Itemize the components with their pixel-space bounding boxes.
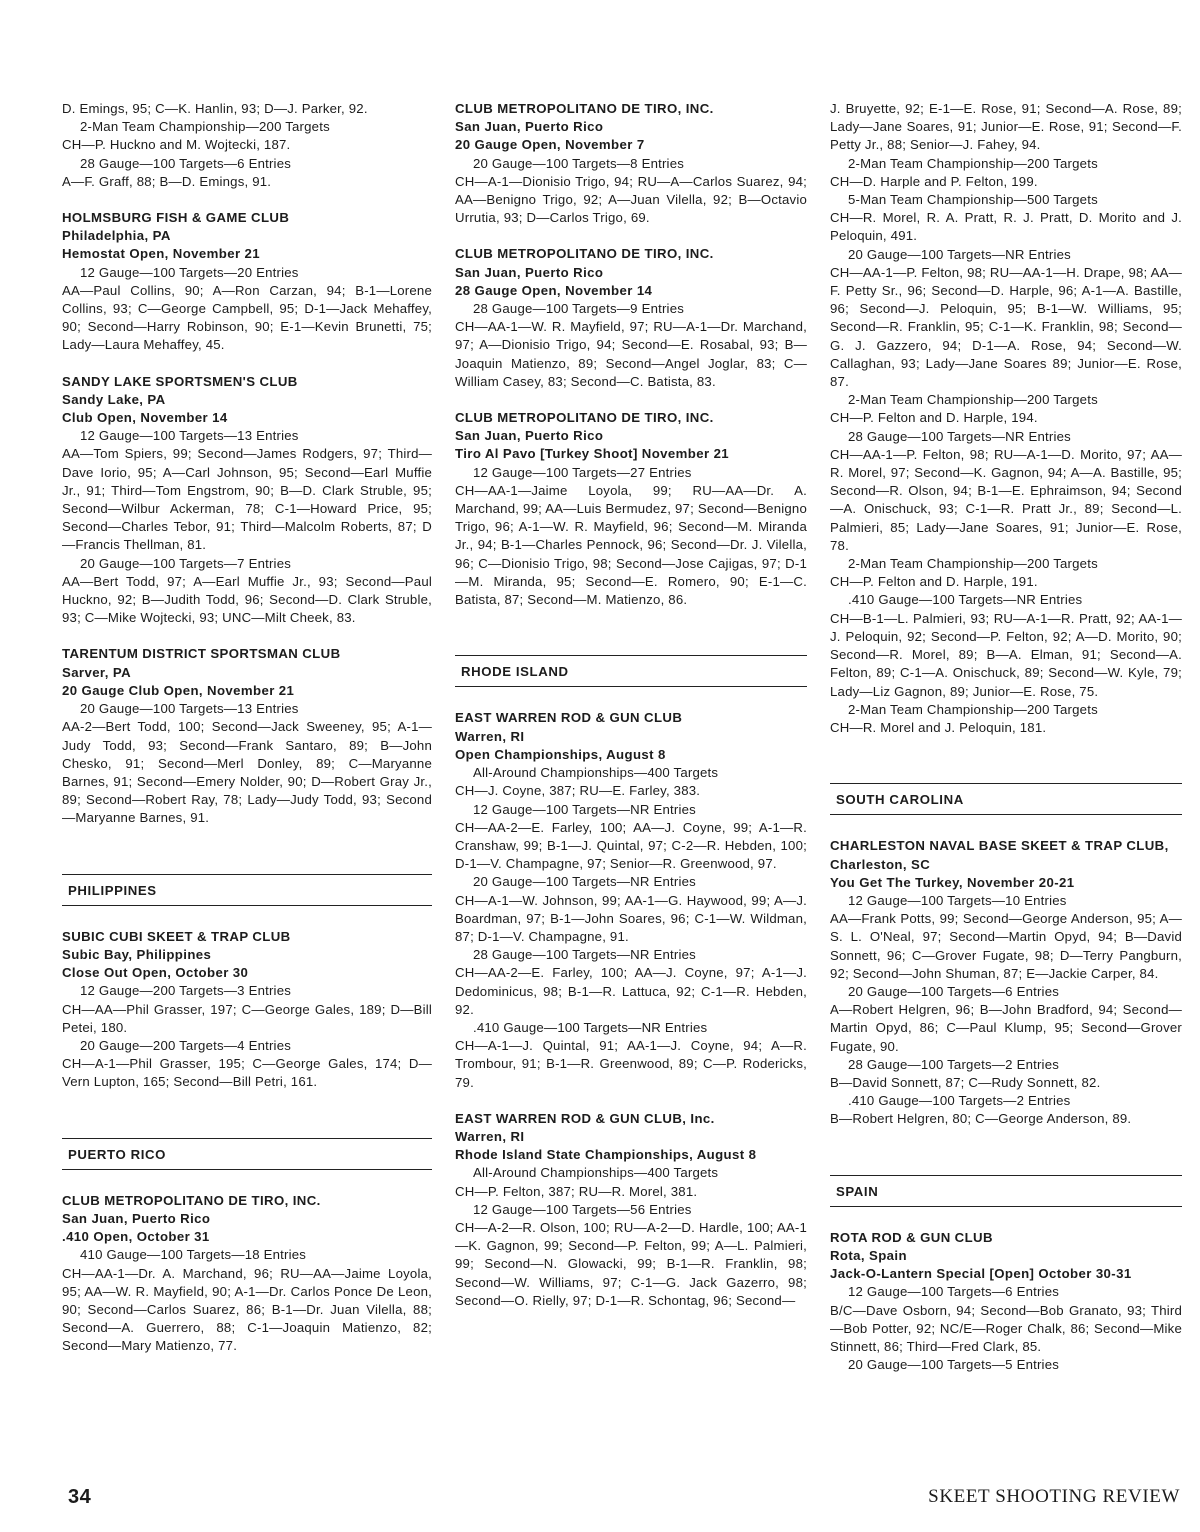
event-heading: 2-Man Team Championship—200 Targets	[848, 392, 1098, 408]
event-heading: .410 Gauge—100 Targets—NR Entries	[848, 592, 1083, 608]
club-location: Sandy Lake, PA	[62, 391, 166, 407]
club-header	[455, 245, 807, 300]
column-3	[830, 100, 1182, 1374]
event-heading: 12 Gauge—100 Targets—NR Entries	[473, 801, 696, 817]
results-text: CH—AA-1—Jaime Loyola, 99; RU—AA—Dr. A. Marchand, 99; AA—Luis Bermudez, 97; Second—Benigno Trigo, 96; A-1—W. R. Mayfield, 96; Second—M. Miranda Jr., 94; B-1—Charles Pennock, 96; Second—Dr. J. Vilella, 96; C—Dionisio Trigo, 98; Second—Jose Cajigas, 97; D-1—M. Miranda, 95; Second—E. Romero, 90; E-1—C. Batista, 87; Second—M. Matienzo, 86.	[455, 482, 807, 608]
club-location: Sarver, PA	[62, 664, 132, 680]
results-text: CH—P. Felton and D. Harple, 191.	[830, 574, 1038, 590]
event-heading: 28 Gauge—100 Targets—NR Entries	[473, 947, 696, 963]
results-text: CH—AA-2—E. Farley, 100; AA—J. Coyne, 97; A-1—J. Dedominicus, 98; B-1—R. Lattuca, 92; C-1—R. Hebden, 92.	[455, 965, 807, 1017]
event-heading: 12 Gauge—100 Targets—6 Entries	[848, 1284, 1060, 1300]
club-header	[830, 1229, 1182, 1284]
event-title: Jack-O-Lantern Special [Open] October 30-31	[830, 1266, 1132, 1282]
club-name: EAST WARREN ROD & GUN CLUB, Inc.	[455, 1110, 715, 1126]
club-header	[62, 209, 432, 264]
club-header	[62, 645, 432, 700]
event-heading: 2-Man Team Championship—200 Targets	[848, 556, 1098, 572]
event-heading: 20 Gauge—200 Targets—4 Entries	[80, 1037, 292, 1053]
event-heading: 12 Gauge—100 Targets—10 Entries	[848, 892, 1067, 908]
club-location: San Juan, Puerto Rico	[455, 428, 604, 444]
event-title: Rhode Island State Championships, August 8	[455, 1147, 757, 1163]
event-title: .410 Open, October 31	[62, 1229, 210, 1245]
event-heading: 2-Man Team Championship—200 Targets	[80, 119, 330, 135]
club-location: San Juan, Puerto Rico	[62, 1210, 211, 1226]
event-heading: 20 Gauge—100 Targets—NR Entries	[473, 874, 696, 890]
event-heading: 20 Gauge—100 Targets—5 Entries	[848, 1357, 1060, 1373]
results-text: CH—P. Felton, 387; RU—R. Morel, 381.	[455, 1183, 698, 1199]
event-title: Open Championships, August 8	[455, 746, 666, 762]
results-text: CH—D. Harple and P. Felton, 199.	[830, 173, 1038, 189]
event-heading: 28 Gauge—100 Targets—6 Entries	[80, 155, 292, 171]
results-text: CH—AA-2—E. Farley, 100; AA—J. Coyne, 99; A-1—R. Cranshaw, 99; B-1—J. Quintal, 97; C-2—R. Hebden, 100; D-1—V. Champagne, 97; Senior—R. Greenwood, 97.	[455, 819, 807, 872]
results-text: CH—R. Morel and J. Peloquin, 181.	[830, 719, 1047, 735]
results-text: CH—P. Huckno and M. Wojtecki, 187.	[62, 137, 291, 153]
event-heading: 12 Gauge—100 Targets—13 Entries	[80, 428, 299, 444]
event-heading: 2-Man Team Championship—200 Targets	[848, 701, 1098, 717]
club-header	[455, 709, 807, 764]
event-title: Close Out Open, October 30	[62, 965, 249, 981]
event-heading: 5-Man Team Championship—500 Targets	[848, 192, 1098, 208]
column-2	[455, 100, 807, 1310]
club-name: SUBIC CUBI SKEET & TRAP CLUB	[62, 928, 291, 944]
results-text: D. Emings, 95; C—K. Hanlin, 93; D—J. Parker, 92.	[62, 101, 368, 116]
event-title: Club Open, November 14	[62, 410, 228, 426]
event-heading: 410 Gauge—100 Targets—18 Entries	[80, 1247, 307, 1263]
club-header	[830, 837, 1182, 892]
club-name: HOLMSBURG FISH & GAME CLUB	[62, 210, 290, 226]
results-text: CH—A-1—Phil Grasser, 195; C—George Gales, 174; D—Vern Lupton, 165; Second—Bill Petri, 161.	[62, 1056, 432, 1090]
club-location: Warren, RI	[455, 1128, 525, 1144]
results-text: B/C—Dave Osborn, 94; Second—Bob Granato, 93; Third—Bob Potter, 92; NC/E—Roger Chalk, 86; Second—Mike Stinnett, 86; Third—Fred Clark, 85.	[830, 1302, 1182, 1354]
club-location: San Juan, Puerto Rico	[455, 264, 604, 280]
results-text: CH—AA-1—P. Felton, 98; RU—A-1—D. Morito, 97; AA—R. Morel, 97; Second—K. Gagnon, 94; A—A. Bastille, 95; Second—R. Olson, 94; B-1—E. Ephraimson, 94; Second—A. Onischuck, 93; C-1—R. Pratt Jr., 89; Second—L. Palmieri, 85; Lady—Jane Soares, 91; Junior—E. Rose, 78.	[830, 446, 1182, 553]
event-title: 28 Gauge Open, November 14	[455, 282, 653, 298]
event-heading: 28 Gauge—100 Targets—2 Entries	[848, 1056, 1060, 1072]
results-text: A—Robert Helgren, 96; B—John Bradford, 94; Second—Martin Opyd, 86; C—Paul Klump, 95; Second—Grover Fugate, 90.	[830, 1002, 1182, 1054]
club-header	[455, 409, 807, 464]
section-heading: RHODE ISLAND	[455, 655, 807, 687]
section-heading: PUERTO RICO	[62, 1138, 432, 1170]
results-text: AA—Frank Potts, 99; Second—George Anderson, 95; A—S. L. O'Neal, 97; Second—Martin Opyd, 94; B—David Sonnett, 96; C—Grover Fugate, 98; D—Terry Pangburn, 92; Second—John Shuman, 87; E—Jackie Carper, 84.	[830, 911, 1182, 981]
results-text: A—F. Graff, 88; B—D. Emings, 91.	[62, 173, 272, 189]
results-text: CH—AA-1—Dr. A. Marchand, 96; RU—AA—Jaime Loyola, 95; AA—W. R. Mayfield, 90; A-1—Dr. Carlos Ponce De Leon, 90; Second—Carlos Suarez, 86; B-1—Dr. Juan Vilella, 88; Second—A. Guerrero, 88; C-1—Joaquin Matienzo, 82; Second—Mary Matienzo, 77.	[62, 1265, 432, 1354]
results-text: AA—Paul Collins, 90; A—Ron Carzan, 94; B-1—Lorene Collins, 93; C—George Campbell, 95; D-1—Jack Mehaffey, 90; Second—Harry Robinson, 90; E-1—Kevin Brunetti, 75; Lady—Laura Mehaffey, 45.	[62, 282, 432, 353]
event-heading: .410 Gauge—100 Targets—NR Entries	[473, 1019, 708, 1035]
club-name: CLUB METROPOLITANO DE TIRO, INC.	[62, 1192, 321, 1208]
event-heading: 12 Gauge—200 Targets—3 Entries	[80, 983, 292, 999]
magazine-title: SKEET SHOOTING REVIEW	[928, 1486, 1180, 1507]
event-heading: 20 Gauge—100 Targets—7 Entries	[80, 555, 292, 571]
event-title: You Get The Turkey, November 20-21	[830, 874, 1075, 890]
event-heading: 20 Gauge—100 Targets—NR Entries	[848, 246, 1071, 262]
club-name: TARENTUM DISTRICT SPORTSMAN CLUB	[62, 646, 341, 662]
event-heading: All-Around Championships—400 Targets	[473, 1165, 719, 1181]
club-header	[62, 373, 432, 428]
club-name: CLUB METROPOLITANO DE TIRO, INC.	[455, 410, 714, 426]
results-text: CH—A-1—W. Johnson, 99; AA-1—G. Haywood, 99; A—J. Boardman, 97; B-1—John Soares, 96; C-1—W. Wildman, 87; D-1—V. Champagne, 91.	[455, 892, 807, 944]
club-name: EAST WARREN ROD & GUN CLUB	[455, 710, 683, 726]
club-header	[455, 100, 807, 155]
results-text: CH—AA-1—P. Felton, 98; RU—AA-1—H. Drape, 98; AA—F. Petty Sr., 96; Second—D. Harple, 96; A-1—A. Bastille, 96; Second—J. Peloquin, 95; B-1—W. Williams, 95; Second—R. Franklin, 95; C-1—K. Franklin, 98; Second—G. J. Gazzero, 94; D-1—A. Rose, 94; Second—W. Callaghan, 93; Lady—Jane Soares 89; Junior—E. Rose, 87.	[830, 264, 1182, 390]
results-text: CH—R. Morel, R. A. Pratt, R. J. Pratt, D. Morito and J. Peloquin, 491.	[830, 210, 1182, 244]
section-heading: SOUTH CAROLINA	[830, 783, 1182, 815]
results-text: CH—AA-1—W. R. Mayfield, 97; RU—A-1—Dr. Marchand, 97; A—Dionisio Trigo, 94; Second—E. Rosabal, 93; B—Joaquin Matienzo, 89; Second—Angel Joglar, 83; C—William Casey, 83; Second—C. Batista, 83.	[455, 319, 807, 389]
results-text: AA—Bert Todd, 97; A—Earl Muffie Jr., 93; Second—Paul Huckno, 92; B—Judith Todd, 96; Second—D. Clark Struble, 93; C—Mike Wojtecki, 93; UNC—Milt Cheek, 83.	[62, 573, 432, 626]
event-heading: .410 Gauge—100 Targets—2 Entries	[848, 1093, 1071, 1109]
section-heading: PHILIPPINES	[62, 874, 432, 906]
club-header	[62, 928, 432, 983]
club-name: CLUB METROPOLITANO DE TIRO, INC.	[455, 101, 714, 116]
club-location: Subic Bay, Philippines	[62, 946, 212, 962]
results-text: B—David Sonnett, 87; C—Rudy Sonnett, 82.	[830, 1074, 1101, 1090]
event-heading: 20 Gauge—100 Targets—8 Entries	[473, 155, 685, 171]
club-location: Philadelphia, PA	[62, 228, 171, 244]
event-title: 20 Gauge Club Open, November 21	[62, 682, 295, 698]
club-location: San Juan, Puerto Rico	[455, 119, 604, 135]
club-name: SANDY LAKE SPORTSMEN'S CLUB	[62, 373, 298, 389]
results-text: CH—P. Felton and D. Harple, 194.	[830, 410, 1038, 426]
event-heading: 2-Man Team Championship—200 Targets	[848, 155, 1098, 171]
club-location: Rota, Spain	[830, 1247, 907, 1263]
page-number: 34	[68, 1486, 92, 1508]
club-name: CLUB METROPOLITANO DE TIRO, INC.	[455, 246, 714, 262]
results-text: CH—B-1—L. Palmieri, 93; RU—A-1—R. Pratt, 92; AA-1—J. Peloquin, 92; Second—P. Felton, 92; A—D. Morito, 90; Second—R. Morel, 89; B—A. Elman, 91; Second—A. Felton, 89; C-1—A. Onischuck, 89; Second—W. Kyle, 79; Lady—Liz Gagnon, 89; Junior—E. Rose, 75.	[830, 610, 1182, 699]
club-header	[62, 1192, 432, 1247]
results-text: AA-2—Bert Todd, 100; Second—Jack Sweeney, 95; A-1—Judy Todd, 93; Second—Frank Santaro, 89; B—John Chesko, 91; Second—Merl Donley, 89; C—Maryanne Barnes, 91; Second—Emery Nolder, 90; D—Robert Gray Jr., 89; Second—Robert Ray, 78; Lady—Judy Todd, 93; Second—Maryanne Barnes, 91.	[62, 719, 432, 826]
event-title: Hemostat Open, November 21	[62, 246, 261, 262]
event-title: Tiro Al Pavo [Turkey Shoot] November 21	[455, 446, 730, 462]
club-header	[455, 1110, 807, 1165]
event-heading: 20 Gauge—100 Targets—6 Entries	[848, 983, 1060, 999]
club-location: Warren, RI	[455, 728, 525, 744]
event-heading: 12 Gauge—100 Targets—20 Entries	[80, 264, 299, 280]
results-text: CH—A-2—R. Olson, 100; RU—A-2—D. Hardle, 100; AA-1—K. Gagnon, 99; Second—P. Felton, 99; A—L. Palmieri, 99; Second—N. Glowacki, 99; B-1—R. Franklin, 98; Second—W. Williams, 97; C-1—G. Jack Gazerro, 98; Second—O. Rielly, 97; D-1—R. Schontag, 96; Second—	[455, 1219, 807, 1308]
results-text: AA—Tom Spiers, 99; Second—James Rodgers, 97; Third—Dave Iorio, 95; A—Carl Johnson, 95; Second—Earl Muffie Jr., 91; Third—Tom Engstrom, 90; B—D. Clark Struble, 95; Second—Wilbur Ackerman, 78; C-1—Howard Price, 95; Second—Charles Tebor, 91; Third—Malcolm Roberts, 87; D—Francis Thellman, 81.	[62, 446, 432, 553]
results-text: CH—AA—Phil Grasser, 197; C—George Gales, 189; D—Bill Petei, 180.	[62, 1001, 432, 1035]
event-heading: 28 Gauge—100 Targets—NR Entries	[848, 428, 1071, 444]
results-text: CH—J. Coyne, 387; RU—E. Farley, 383.	[455, 783, 701, 799]
event-heading: 12 Gauge—100 Targets—56 Entries	[473, 1201, 692, 1217]
section-heading: SPAIN	[830, 1175, 1182, 1207]
results-text: CH—A-1—Dionisio Trigo, 94; RU—A—Carlos Suarez, 94; AA—Benigno Trigo, 92; A—Juan Vilella, 92; B—Octavio Urrutia, 93; D—Carlos Trigo, 69.	[455, 173, 807, 226]
results-text: CH—A-1—J. Quintal, 91; AA-1—J. Coyne, 94; A—R. Trombour, 91; B-1—R. Greenwood, 89; C—P. Rodericks, 79.	[455, 1038, 807, 1090]
club-name: ROTA ROD & GUN CLUB	[830, 1229, 993, 1245]
event-title: 20 Gauge Open, November 7	[455, 137, 645, 153]
event-heading: All-Around Championships—400 Targets	[473, 765, 719, 781]
event-heading: 28 Gauge—100 Targets—9 Entries	[473, 301, 685, 317]
event-heading: 20 Gauge—100 Targets—13 Entries	[80, 701, 299, 717]
results-text: B—Robert Helgren, 80; C—George Anderson, 89.	[830, 1111, 1132, 1127]
event-heading: 12 Gauge—100 Targets—27 Entries	[473, 464, 692, 480]
column-1	[62, 100, 432, 1356]
club-name: CHARLESTON NAVAL BASE SKEET & TRAP CLUB, Charleston, SC	[830, 838, 1169, 872]
results-text: J. Bruyette, 92; E-1—E. Rose, 91; Second—A. Rose, 89; Lady—Jane Soares, 91; Junior—E. Rose, 91; Second—F. Petty Jr., 88; Senior—J. Fahey, 94.	[830, 101, 1182, 153]
